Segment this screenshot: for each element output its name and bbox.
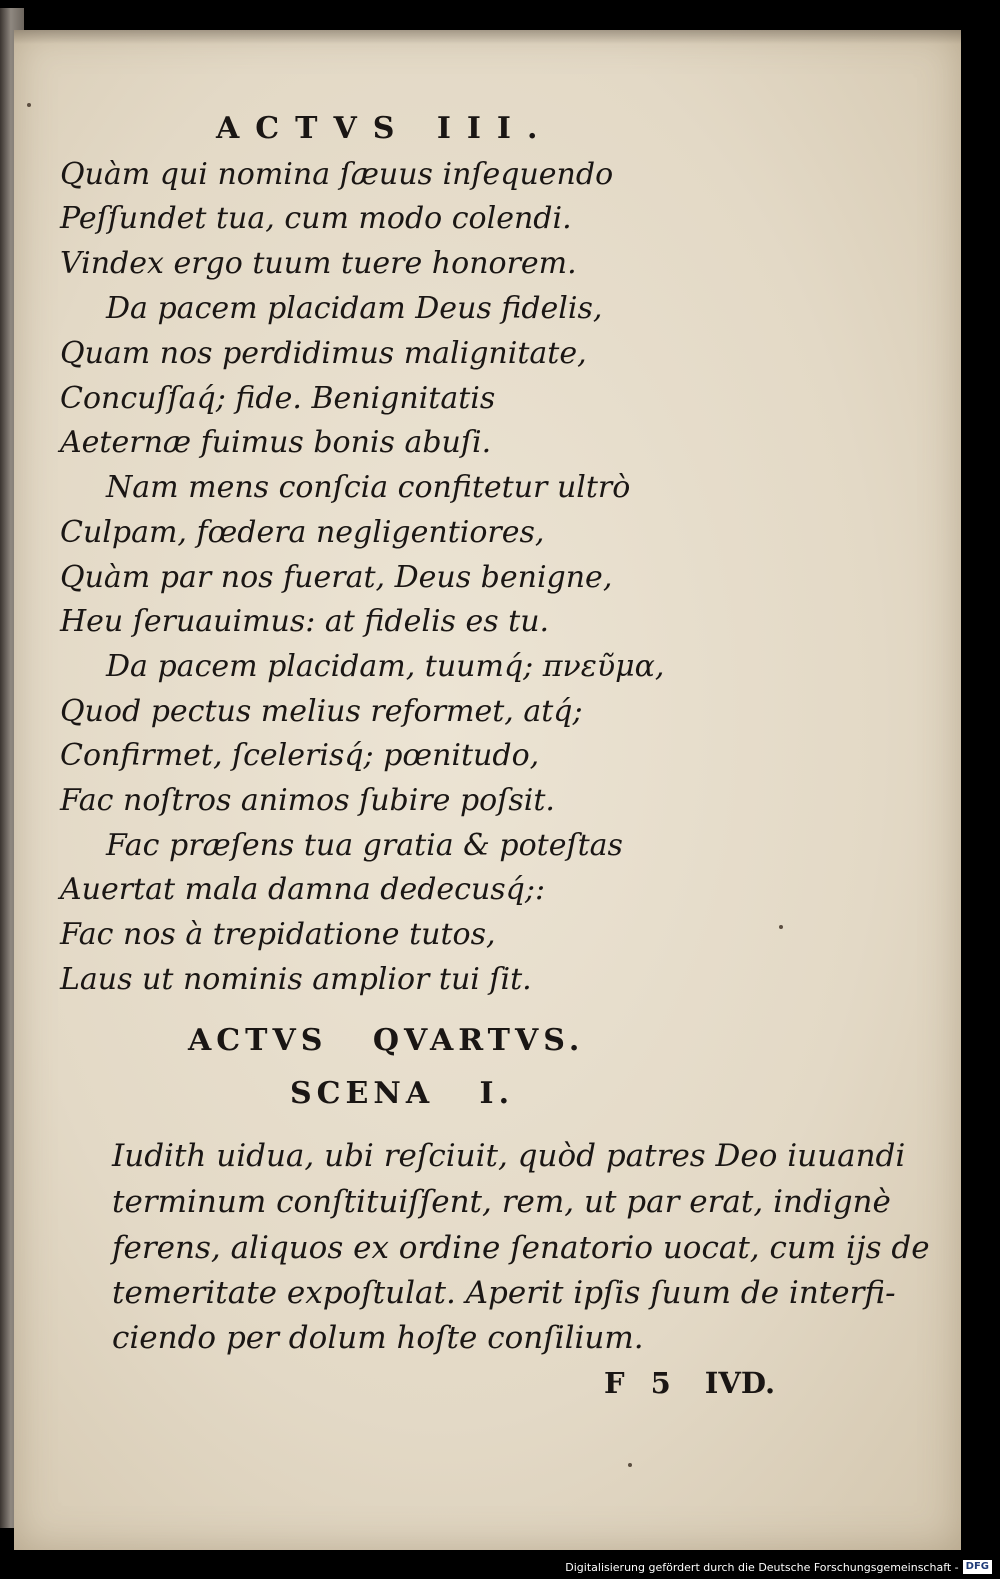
verse-line: Quod pectus melius reformet, atq́; (60, 694, 583, 729)
argument-line: ferens, aliquos ex ordine ſenatorio uocat, cum ijs de (112, 1230, 930, 1266)
argument-line: ciendo per dolum hoſte conſilium. (112, 1320, 644, 1356)
signature-line (604, 1366, 775, 1400)
scene-title: SCENA I. (290, 1076, 515, 1111)
signature-number: 5 (650, 1366, 671, 1400)
credit-text: Digitalisierung gefördert durch die Deutsche Forschungsgemeinschaft - (565, 1560, 959, 1574)
verse-line: Quam nos perdidimus malignitate, (60, 336, 587, 371)
paper-spot (779, 925, 783, 929)
verse-line: Fac nos à trepidatione tutos, (60, 917, 496, 952)
verse-line: Nam mens conſcia confitetur ultrò (106, 470, 631, 505)
verse-line: Aeternæ fuimus bonis abuſi. (60, 425, 492, 460)
verse-line: Culpam, fœdera negligentiores, (60, 515, 545, 550)
verse-line: Confirmet, ſcelerisq́; pœnitudo, (60, 738, 540, 773)
paper-spot (628, 1463, 632, 1467)
argument-line: Iudith uidua, ubi reſciuit, quòd patres Deo iuuandi (112, 1138, 906, 1174)
catchword: IVD. (704, 1366, 776, 1400)
verse-line: Fac noſtros animos ſubire poſsit. (60, 783, 555, 818)
verse-line: Da pacem placidam Deus fidelis, (106, 291, 603, 326)
verse-line: Quàm par nos fuerat, Deus benigne, (60, 560, 613, 595)
dfg-logo: DFG (963, 1560, 992, 1574)
verse-line: Concuſſaq́; fide. Benignitatis (60, 381, 496, 416)
verse-line: Quàm qui nomina ſæuus inſequendo (60, 157, 614, 192)
verse-line: Vindex ergo tuum tuere honorem. (60, 246, 577, 281)
verse-line: Heu ſeruauimus: at fidelis es tu. (60, 604, 550, 639)
argument-line: temeritate expoſtulat. Aperit ipſis ſuum de interfi- (112, 1275, 896, 1311)
signature-mark: F (604, 1366, 625, 1400)
running-head: ACTVS III. (216, 111, 554, 146)
verse-line: Da pacem placidam, tuumq́; πνεῦμα, (106, 649, 665, 684)
paper-spot (27, 103, 31, 107)
argument-line: terminum conſtituiſſent, rem, ut par erat, indignè (112, 1184, 891, 1220)
verse-line: Auertat mala damna dedecusq́;: (60, 872, 546, 907)
verse-line: Laus ut nominis amplior tui ſit. (60, 962, 532, 997)
verse-line: Peſſundet tua, cum modo colendi. (60, 201, 572, 236)
verse-line: Fac præſens tua gratia & poteſtas (106, 828, 623, 863)
act-title: ACTVS QVARTVS. (188, 1023, 585, 1058)
digitization-credit (565, 1559, 992, 1575)
